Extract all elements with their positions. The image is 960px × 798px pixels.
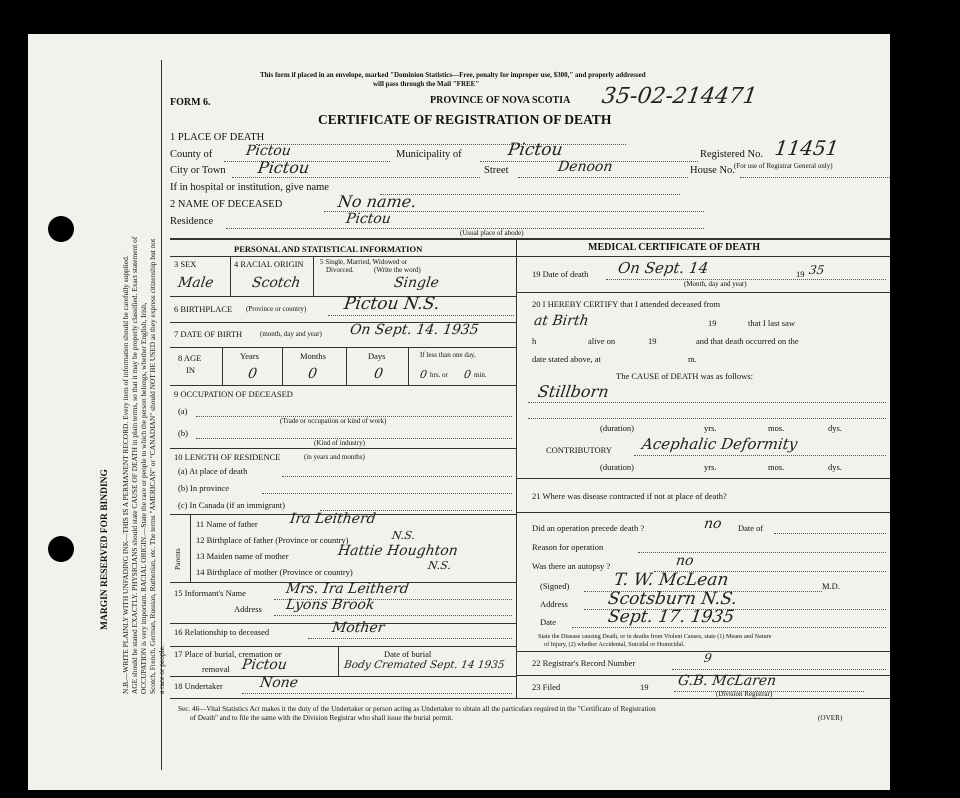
column-divider: [516, 238, 517, 698]
date-of-death-hint: (Month, day and year): [684, 280, 747, 288]
municipality-value: Pictou: [506, 140, 564, 160]
envelope-note-1: This form if placed in an envelope, marked "Dominion Statistics—Free, penalty for improper use, $300," and properly addressed: [260, 71, 646, 79]
operation-date-label: Date of: [738, 523, 764, 533]
age-years-value: 0: [246, 366, 259, 382]
age-days-value: 0: [372, 366, 385, 382]
residence-a-label: (a) At place of death: [178, 466, 248, 476]
dob-value: On Sept. 14. 1935: [348, 322, 480, 338]
envelope-note-2: will pass through the Mail "FREE": [373, 80, 480, 88]
residence-b-label: (b) In province: [178, 483, 229, 493]
years-label: Years: [240, 351, 259, 361]
date-of-death-year-prefix: 19: [796, 269, 805, 279]
father-birthplace-label: 12 Birthplace of father (Province or country): [196, 535, 349, 545]
margin-note-5: a race or people.: [157, 645, 166, 694]
footer-over: (OVER): [818, 714, 843, 722]
age-label-1: 8 AGE: [178, 353, 202, 363]
sex-value: Male: [176, 275, 215, 291]
informant-address-value: Lyons Brook: [284, 597, 376, 613]
certify-death-occurred: and that death occurred on the: [696, 336, 799, 346]
yrs-label-2: yrs.: [704, 462, 717, 472]
age-minutes-value: 0: [463, 368, 472, 381]
mos-label-2: mos.: [768, 462, 785, 472]
autopsy-label: Was there an autopsy ?: [532, 561, 611, 571]
house-no-label: House No.: [690, 165, 735, 176]
marital-value: Single: [392, 275, 440, 291]
place-of-death-heading: 1 PLACE OF DEATH: [170, 132, 265, 143]
county-value: Pictou: [244, 143, 292, 159]
relationship-value: Mother: [330, 620, 386, 636]
occupation-label: 9 OCCUPATION OF DECEASED: [174, 389, 293, 399]
relationship-label: 16 Relationship to deceased: [174, 627, 270, 637]
footer-note-2: of Death" and to file the same with the Division Registrar who shall issue the burial permit.: [190, 714, 454, 722]
division-registrar-signature: G.B. McLaren: [676, 673, 778, 689]
residence-c-label: (c) In Canada (if an immigrant): [178, 500, 285, 510]
filed-label: 23 Filed: [532, 682, 561, 692]
dys-label-2: dys.: [828, 462, 842, 472]
registrar-record-label: 22 Registrar's Record Number: [532, 658, 636, 668]
occupation-b-hint: (Kind of industry): [314, 439, 365, 447]
undertaker-label: 18 Undertaker: [174, 681, 223, 691]
informant-name-label: 15 Informant's Name: [174, 588, 246, 598]
burial-place-value: Pictou: [240, 657, 288, 673]
handwritten-file-number: 35-02-214471: [600, 84, 759, 109]
age-months-value: 0: [306, 366, 319, 382]
hospital-label: If in hospital or institution, give name: [170, 182, 329, 193]
street-label: Street: [484, 165, 509, 176]
length-of-residence-label: 10 LENGTH OF RESIDENCE: [174, 452, 281, 462]
mother-birthplace-label: 14 Birthplace of mother (Province or country): [196, 567, 353, 577]
autopsy-value: no: [674, 553, 695, 569]
certify-19b: 19: [648, 336, 657, 346]
date-of-burial-label: Date of burial: [384, 649, 432, 659]
length-of-residence-hint: (in years and months): [304, 453, 365, 461]
margin-note-3: OCCUPATION is very important. RACIAL ORIGIN.—State the race or people to which the person belongs, whether English, Irish,: [139, 302, 148, 694]
registered-no-label: Registered No.: [700, 149, 763, 160]
father-name-label: 11 Name of father: [196, 519, 258, 529]
county-label: County of: [170, 149, 213, 160]
father-birthplace-value: N.S.: [391, 529, 416, 542]
cause-of-death-value: Stillborn: [536, 382, 610, 401]
less-than-day-note: If less than one day,: [420, 351, 476, 359]
certify-date-stated: date stated above, at: [532, 354, 601, 364]
birthplace-label: 6 BIRTHPLACE: [174, 304, 233, 314]
informant-address-label: Address: [234, 604, 262, 614]
physician-signature: T. W. McLean: [612, 570, 730, 590]
racial-origin-value: Scotch: [250, 275, 302, 291]
dys-label-1: dys.: [828, 423, 842, 433]
hrs-or-label: hrs. or: [430, 371, 448, 379]
certificate-title: CERTIFICATE OF REGISTRATION OF DEATH: [318, 112, 612, 127]
burial-place-label-1: 17 Place of burial, cremation or: [174, 649, 282, 659]
deceased-name-value: No name.: [336, 192, 418, 211]
mos-label-1: mos.: [768, 423, 785, 433]
birthplace-value: Pictou N.S.: [342, 294, 441, 314]
margin-note-2: AGE should be stated EXACTLY. PHYSICIANS should state CAUSE OF DEATH in plain terms, so that it may be properly classified. Exact statement of: [130, 236, 139, 694]
date-of-death-value: On Sept. 14: [616, 259, 710, 277]
form-number: FORM 6.: [170, 97, 211, 108]
physician-address-value: Scotsburn N.S.: [606, 589, 739, 609]
undertaker-value: None: [258, 675, 300, 691]
occupation-a-hint: (Trade or occupation or kind of work): [280, 417, 387, 425]
cause-of-death-label: The CAUSE of DEATH was as follows:: [616, 371, 753, 381]
signature-date-label: Date: [540, 617, 557, 627]
contracted-question: 21 Where was disease contracted if not at place of death?: [532, 491, 727, 501]
physician-address-label: Address: [540, 599, 568, 609]
md-label: M.D.: [822, 581, 840, 591]
age-label-2: IN: [186, 365, 195, 375]
burial-place-label-2: removal: [202, 664, 230, 674]
informant-name-value: Mrs. Ira Leitherd: [284, 581, 410, 597]
sex-label: 3 SEX: [174, 259, 197, 269]
margin-note-1: N.B.—WRITE PLAINLY WITH UNFADING INK—THIS IS A PERMANENT RECORD. Every item of information should be carefully supplied.: [121, 255, 130, 694]
residence-value: Pictou: [344, 211, 392, 227]
registrar-record-value: 9: [703, 651, 713, 665]
state-disease-note-1: State the Disease causing Death, or in deaths from Violent Causes, state (1) Means and Nature: [538, 633, 772, 640]
signed-label: (Signed): [540, 581, 570, 591]
days-label: Days: [368, 351, 386, 361]
reason-for-operation-label: Reason for operation: [532, 542, 604, 552]
binding-hole-top: [48, 216, 74, 242]
certify-line-1: 20 I HEREBY CERTIFY that I attended deceased from: [532, 299, 721, 309]
death-certificate: [28, 34, 890, 790]
certify-h: h: [532, 336, 537, 346]
age-hours-value: 0: [419, 368, 428, 381]
certify-19a: 19: [708, 318, 717, 328]
parents-label: Parents: [173, 548, 182, 570]
mother-maiden-name-value: Hattie Houghton: [336, 543, 459, 559]
dob-label: 7 DATE OF BIRTH: [174, 329, 243, 339]
marital-label-1: 5 Single, Married, Widowed or: [320, 258, 408, 266]
division-registrar-label: (Division Registrar): [716, 690, 773, 698]
operation-value: no: [702, 516, 723, 532]
father-name-value: Ira Leitherd: [288, 511, 377, 527]
margin-note-4: Scotch, French, German, Russian, Ruthenian, etc. The terms "AMERICAN" or "CANADIAN" should NOT BE USED as they express citizenship but not: [148, 238, 157, 694]
dob-hint: (month, day and year): [260, 330, 322, 338]
operation-label: Did an operation precede death ?: [532, 523, 645, 533]
city-label: City or Town: [170, 165, 226, 176]
contributory-label: CONTRIBUTORY: [546, 445, 612, 455]
province-heading: PROVINCE OF NOVA SCOTIA: [430, 95, 571, 106]
birthplace-hint: (Province or country): [246, 305, 307, 313]
contributory-value: Acephalic Deformity: [640, 435, 799, 453]
municipality-label: Municipality of: [396, 149, 462, 160]
duration-label-1: (duration): [600, 423, 634, 433]
duration-label-2: (duration): [600, 462, 634, 472]
street-value: Denoon: [556, 159, 614, 175]
min-label: min.: [474, 371, 487, 379]
personal-heading: PERSONAL AND STATISTICAL INFORMATION: [234, 244, 423, 254]
medical-heading: MEDICAL CERTIFICATE OF DEATH: [588, 242, 760, 253]
certify-m: m.: [688, 354, 697, 364]
binding-hole-bottom: [48, 536, 74, 562]
mother-birthplace-value: N.S.: [427, 559, 452, 572]
residence-label: Residence: [170, 216, 214, 227]
registered-no-value: 11451: [773, 136, 841, 160]
city-value: Pictou: [256, 158, 311, 177]
yrs-label-1: yrs.: [704, 423, 717, 433]
occupation-a-label: (a): [178, 406, 188, 416]
months-label: Months: [300, 351, 326, 361]
certify-last-saw: that I last saw: [748, 318, 795, 328]
footer-note-1: Sec. 46—Vital Statistics Act makes it the duty of the Undertaker or person acting as Undertaker to obtain all the particulars required in the "Certificate of Registration: [178, 705, 656, 713]
deceased-name-label: 2 NAME OF DECEASED: [170, 199, 283, 210]
certify-alive-on: alive on: [588, 336, 616, 346]
date-of-burial-value: Body Cremated Sept. 14 1935: [343, 659, 506, 671]
mother-maiden-name-label: 13 Maiden name of mother: [196, 551, 289, 561]
occupation-b-label: (b): [178, 428, 188, 438]
signature-date-value: Sept. 17. 1935: [606, 607, 736, 627]
margin-title: MARGIN RESERVED FOR BINDING: [100, 469, 110, 630]
date-of-death-year: 35: [808, 263, 826, 277]
state-disease-note-2: of Injury, (2) whether Accidental, Suicidal or Homicidal.: [544, 641, 685, 648]
attended-from-value: at Birth: [532, 313, 590, 329]
filed-19: 19: [640, 682, 649, 692]
marital-write-note: (Write the word): [374, 266, 421, 274]
marital-label-2: Divorced.: [326, 266, 354, 274]
registrar-use-note: (For use of Registrar General only): [734, 162, 833, 170]
racial-origin-label: 4 RACIAL ORIGIN: [234, 259, 304, 269]
date-of-death-label: 19 Date of death: [532, 269, 589, 279]
usual-place-note: (Usual place of abode): [460, 229, 524, 237]
